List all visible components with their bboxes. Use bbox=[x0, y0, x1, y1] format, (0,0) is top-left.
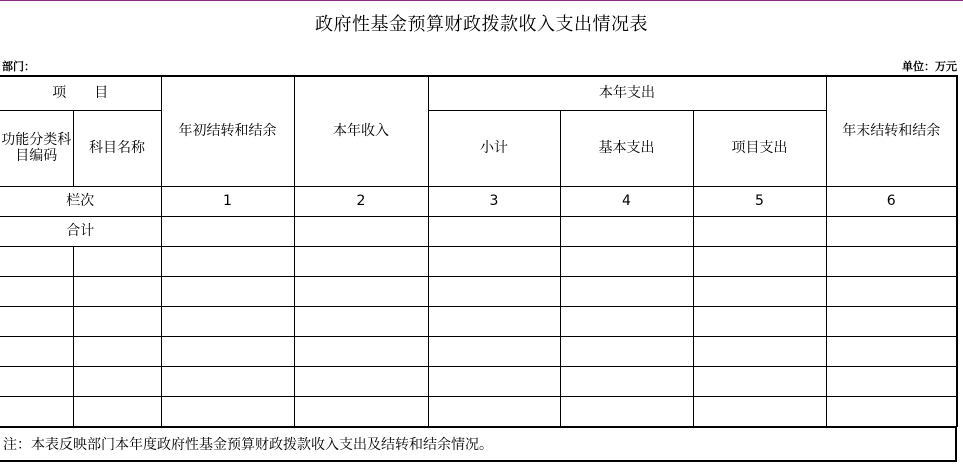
total-cell[interactable] bbox=[826, 216, 957, 246]
data-cell[interactable] bbox=[73, 276, 161, 306]
data-cell[interactable] bbox=[0, 246, 73, 276]
data-cell[interactable] bbox=[0, 276, 73, 306]
column-number: 3 bbox=[428, 186, 560, 216]
data-cell[interactable] bbox=[161, 336, 294, 366]
header-current-income: 本年收入 bbox=[294, 76, 428, 186]
data-cell[interactable] bbox=[73, 396, 161, 426]
data-cell[interactable] bbox=[560, 276, 693, 306]
data-cell[interactable] bbox=[560, 246, 693, 276]
header-opening-balance: 年初结转和结余 bbox=[161, 76, 294, 186]
data-cell[interactable] bbox=[294, 276, 428, 306]
header-subtotal: 小计 bbox=[428, 110, 560, 186]
header-project-expense: 项目支出 bbox=[693, 110, 826, 186]
table-row bbox=[0, 306, 957, 336]
data-cell[interactable] bbox=[73, 366, 161, 396]
data-cell[interactable] bbox=[826, 366, 957, 396]
column-number: 5 bbox=[693, 186, 826, 216]
data-cell[interactable] bbox=[826, 246, 957, 276]
data-cell[interactable] bbox=[693, 276, 826, 306]
data-cell[interactable] bbox=[826, 276, 957, 306]
table-row bbox=[0, 246, 957, 276]
header-basic-expense: 基本支出 bbox=[560, 110, 693, 186]
data-cell[interactable] bbox=[0, 366, 73, 396]
table-row bbox=[0, 366, 957, 396]
data-cell[interactable] bbox=[428, 276, 560, 306]
total-cell[interactable] bbox=[560, 216, 693, 246]
data-cell[interactable] bbox=[0, 306, 73, 336]
data-cell[interactable] bbox=[73, 246, 161, 276]
data-cell[interactable] bbox=[826, 306, 957, 336]
data-cell[interactable] bbox=[73, 306, 161, 336]
total-cell[interactable] bbox=[428, 216, 560, 246]
column-number: 1 bbox=[161, 186, 294, 216]
header-subject-name: 科目名称 bbox=[73, 110, 161, 186]
data-cell[interactable] bbox=[428, 306, 560, 336]
data-cell[interactable] bbox=[826, 336, 957, 366]
data-cell[interactable] bbox=[73, 336, 161, 366]
column-number-label: 栏次 bbox=[0, 186, 161, 216]
data-cell[interactable] bbox=[560, 336, 693, 366]
total-cell[interactable] bbox=[161, 216, 294, 246]
data-cell[interactable] bbox=[560, 396, 693, 426]
header-item: 项 目 bbox=[0, 76, 161, 110]
data-cell[interactable] bbox=[428, 396, 560, 426]
header-current-expense: 本年支出 bbox=[428, 76, 826, 110]
data-cell[interactable] bbox=[294, 306, 428, 336]
data-cell[interactable] bbox=[693, 366, 826, 396]
total-row-label: 合计 bbox=[0, 216, 161, 246]
table-row bbox=[0, 396, 957, 426]
data-cell[interactable] bbox=[560, 366, 693, 396]
fund-table bbox=[0, 75, 958, 427]
data-cell[interactable] bbox=[693, 336, 826, 366]
data-cell[interactable] bbox=[294, 366, 428, 396]
data-cell[interactable] bbox=[428, 336, 560, 366]
unit-label: 单位：万元 bbox=[902, 60, 957, 73]
data-cell[interactable] bbox=[428, 246, 560, 276]
data-cell[interactable] bbox=[826, 396, 957, 426]
header-closing-balance: 年末结转和结余 bbox=[826, 76, 957, 186]
data-cell[interactable] bbox=[693, 396, 826, 426]
total-cell[interactable] bbox=[693, 216, 826, 246]
data-cell[interactable] bbox=[294, 246, 428, 276]
data-cell[interactable] bbox=[161, 396, 294, 426]
table-row bbox=[0, 276, 957, 306]
data-cell[interactable] bbox=[161, 366, 294, 396]
data-cell[interactable] bbox=[0, 336, 73, 366]
data-cell[interactable] bbox=[294, 336, 428, 366]
table-row bbox=[0, 336, 957, 366]
footnote: 注：本表反映部门本年度政府性基金预算财政拨款收入支出及结转和结余情况。 bbox=[0, 426, 957, 462]
data-cell[interactable] bbox=[693, 246, 826, 276]
report-title: 政府性基金预算财政拨款收入支出情况表 bbox=[315, 14, 648, 35]
data-cell[interactable] bbox=[161, 306, 294, 336]
department-label: 部门： bbox=[2, 60, 35, 73]
data-cell[interactable] bbox=[161, 276, 294, 306]
data-cell[interactable] bbox=[428, 366, 560, 396]
data-cell[interactable] bbox=[0, 396, 73, 426]
data-cell[interactable] bbox=[161, 246, 294, 276]
header-func-code: 功能分类科目编码 bbox=[0, 110, 73, 186]
column-number: 6 bbox=[826, 186, 957, 216]
column-number: 4 bbox=[560, 186, 693, 216]
top-border-line bbox=[0, 0, 963, 1]
column-number: 2 bbox=[294, 186, 428, 216]
data-cell[interactable] bbox=[294, 396, 428, 426]
data-cell[interactable] bbox=[560, 306, 693, 336]
total-cell[interactable] bbox=[294, 216, 428, 246]
data-cell[interactable] bbox=[693, 306, 826, 336]
